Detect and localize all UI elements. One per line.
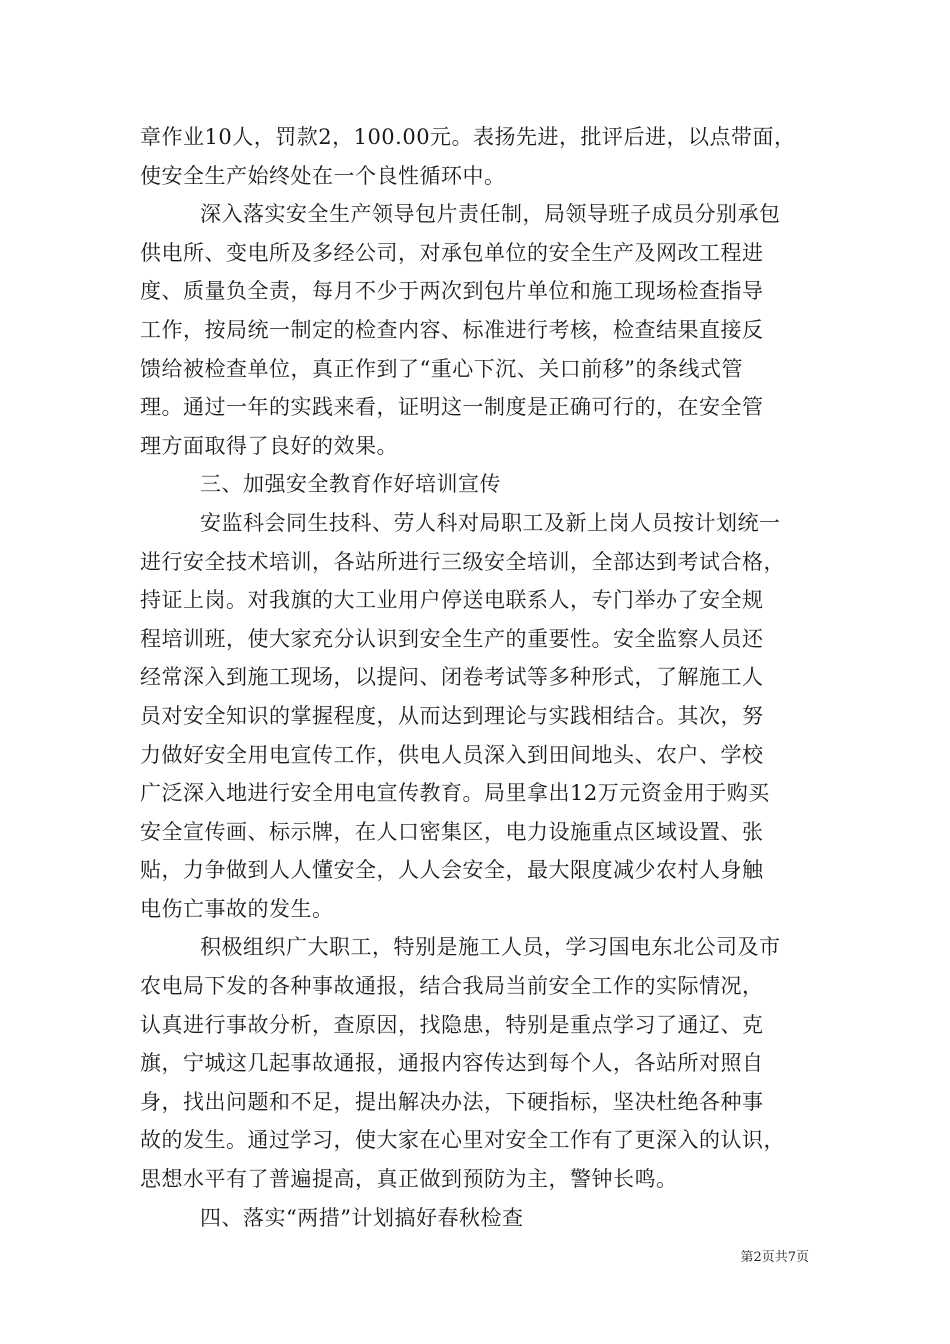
text-line: 使安全生产始终处在一个良性循环中。 [140, 163, 506, 188]
text-line: 四、落实“两措”计划搞好春秋检查 [200, 1205, 524, 1230]
text-line: 安全宣传画、标示牌，在人口密集区，电力设施重点区域设置、张 [140, 819, 764, 844]
text-line: 员对安全知识的掌握程度，从而达到理论与实践相结合。其次，努 [140, 703, 764, 728]
page-number: 第2页共7页 [740, 1250, 809, 1265]
text-line: 章作业10人，罚款2，100.00元。表扬先进，批评后进，以点带面， [140, 125, 796, 149]
text-line: 身，找出问题和不足，提出解决办法，下硬指标，坚决杜绝各种事 [140, 1089, 764, 1114]
text-line: 旗，宁城这几起事故通报，通报内容传达到每个人，各站所对照自 [140, 1051, 764, 1076]
text-line: 理方面取得了良好的效果。 [140, 433, 398, 458]
text-line: 理。通过一年的实践来看，证明这一制度是正确可行的，在安全管 [140, 395, 764, 420]
document-body [140, 118, 820, 1237]
text-line: 进行安全技术培训，各站所进行三级安全培训，全部达到考试合格， [140, 549, 785, 574]
text-line: 力做好安全用电宣传工作，供电人员深入到田间地头、农户、学校 [140, 742, 764, 767]
text-line: 贴，力争做到人人懂安全，人人会安全，最大限度减少农村人身触 [140, 858, 764, 883]
text-line: 认真进行事故分析，查原因，找隐患，特别是重点学习了通辽、克 [140, 1012, 764, 1037]
text-line: 安监科会同生技科、劳人科对局职工及新上岗人员按计划统一 [200, 510, 781, 535]
text-line: 三、加强安全教育作好培训宣传 [200, 472, 501, 497]
text-line: 程培训班，使大家充分认识到安全生产的重要性。安全监察人员还 [140, 626, 764, 651]
text-line: 故的发生。通过学习，使大家在心里对安全工作有了更深入的认识， [140, 1128, 785, 1153]
text-line: 工作，按局统一制定的检查内容、标准进行考核，检查结果直接反 [140, 317, 764, 342]
text-line: 广泛深入地进行安全用电宣传教育。局里拿出12万元资金用于购买 [140, 781, 770, 806]
text-line: 深入落实安全生产领导包片责任制，局领导班子成员分别承包 [200, 202, 781, 227]
text-line: 供电所、变电所及多经公司，对承包单位的安全生产及网改工程进 [140, 240, 764, 265]
text-line: 馈给被检查单位，真正作到了“重心下沉、关口前移”的条线式管 [140, 356, 743, 381]
text-line: 持证上岗。对我旗的大工业用户停送电联系人，专门举办了安全规 [140, 588, 764, 613]
text-line: 农电局下发的各种事故通报，结合我局当前安全工作的实际情况， [140, 974, 764, 999]
text-line: 电伤亡事故的发生。 [140, 896, 334, 921]
text-line: 积极组织广大职工，特别是施工人员，学习国电东北公司及市 [200, 935, 781, 960]
text-line: 经常深入到施工现场，以提问、闭卷考试等多种形式，了解施工人 [140, 665, 764, 690]
text-line: 思想水平有了普遍提高，真正做到预防为主，警钟长鸣。 [140, 1167, 678, 1192]
text-line: 度、质量负全责，每月不少于两次到包片单位和施工现场检查指导 [140, 279, 764, 304]
